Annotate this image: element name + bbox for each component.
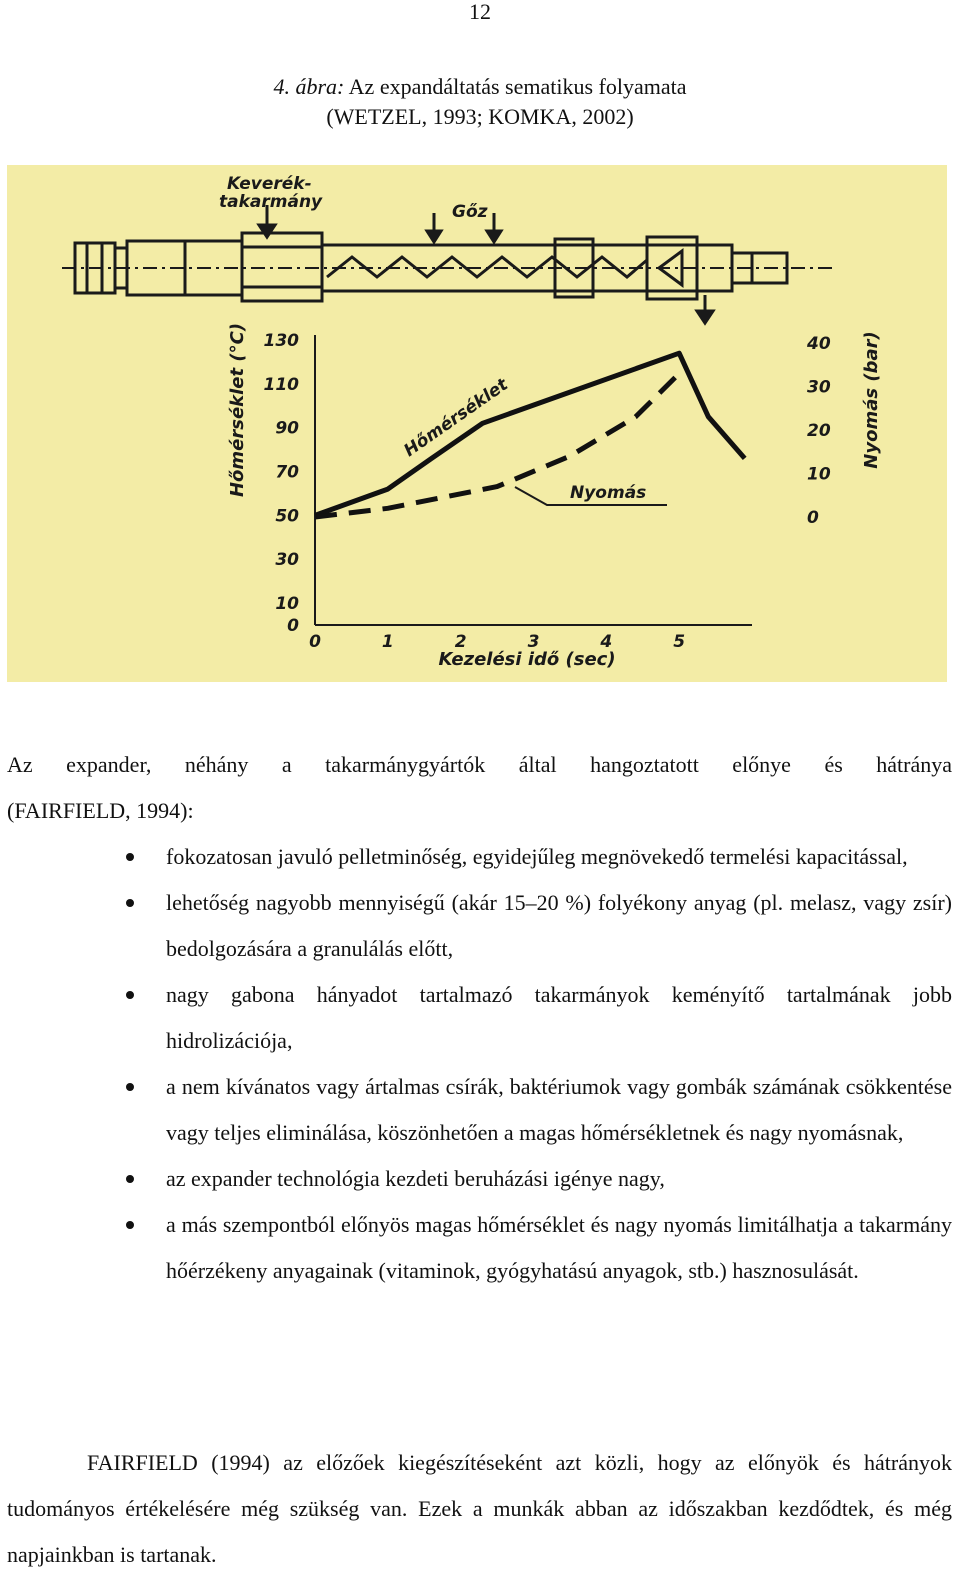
- y-tick-label: 10: [275, 594, 299, 615]
- caption-source: (WETZEL, 1993; KOMKA, 2002): [326, 104, 634, 129]
- expander-machine-schematic: [62, 233, 832, 301]
- advantages-list: [0, 834, 960, 1294]
- steam-label: Gőz: [452, 202, 488, 222]
- pressure-curve-label: Nyomás: [570, 483, 647, 503]
- y-tick-label: 70: [275, 462, 299, 483]
- bullet-icon: [126, 1083, 134, 1091]
- temperature-curve: [315, 353, 745, 515]
- bullet-icon: [126, 899, 134, 907]
- feed-label-line2: takarmány: [219, 192, 323, 212]
- y-tick-label: 90: [275, 418, 299, 439]
- treatment-chart: [227, 323, 882, 670]
- flow-arrows: [259, 205, 713, 323]
- bullet-icon: [126, 853, 134, 861]
- y2-axis-label: Nyomás (bar): [861, 331, 882, 469]
- x-tick-label: 2: [454, 632, 467, 652]
- bullet-icon: [126, 1175, 134, 1183]
- x-tick-label: 0: [309, 632, 321, 652]
- bullet-icon: [126, 1221, 134, 1229]
- caption-title: Az expandáltatás sematikus folyamata: [348, 74, 687, 99]
- x-tick-label: 3: [527, 632, 540, 652]
- y2-tick-label: 40: [807, 334, 831, 354]
- y-tick-label: 110: [263, 374, 299, 395]
- intro-line-1: Az expander, néhány a takarmánygyártók által hangoztatott előnye és hátránya: [7, 752, 952, 777]
- y-tick-label: 0: [287, 616, 299, 636]
- list-item: a más szempontból előnyös magas hőmérséklet és nagy nyomás limitálhatja a takarmány hőérzékeny anyagainak (vitaminok, gyógyhatású anyagok, stb.) hasznosulását.: [0, 1202, 960, 1294]
- caption-label: 4. ábra:: [273, 74, 345, 99]
- bullet-icon: [126, 991, 134, 999]
- y2-tick-label: 20: [807, 421, 831, 441]
- x-axis-label: Kezelési idő (sec): [438, 649, 616, 670]
- list-item: lehetőség nagyobb mennyiségű (akár 15–20 %) folyékony anyag (pl. melasz, vagy zsír) bedolgozására a granulálás előtt,: [0, 880, 960, 972]
- y-tick-label: 30: [275, 550, 299, 571]
- y2-tick-label: 30: [807, 377, 831, 398]
- y2-tick-label: 10: [807, 464, 831, 485]
- intro-line-2: (FAIRFIELD, 1994):: [7, 798, 194, 823]
- expander-figure: [7, 165, 947, 682]
- x-tick-label: 4: [600, 632, 613, 652]
- temperature-curve-label: Hőmérséklet: [400, 374, 512, 462]
- y-axis-label: Hőmérséklet (°C): [227, 322, 248, 498]
- x-tick-label: 5: [673, 632, 686, 652]
- closing-paragraph: FAIRFIELD (1994) az előzőek kiegészítéseként azt közli, hogy az előnyök és hátrányok tudományos értékelésére még szükség van. Ezek a munkák abban az időszakban kezdődtek, és még napjainkban is tartanak.: [7, 1450, 952, 1567]
- x-tick-label: 1: [381, 632, 394, 652]
- list-item: a nem kívánatos vagy ártalmas csírák, baktériumok vagy gombák számának csökkentése vagy teljes eliminálása, köszönhetően a magas hőmérsékletnek és nagy nyomásnak,: [0, 1064, 960, 1156]
- y-tick-label: 50: [275, 506, 299, 527]
- intro-paragraph: [7, 742, 952, 834]
- y2-tick-label: 0: [807, 508, 819, 528]
- list-item: az expander technológia kezdeti beruházási igénye nagy,: [0, 1156, 960, 1202]
- page-number: 12: [469, 0, 491, 24]
- figure-caption: [0, 72, 960, 132]
- expander-diagram: [7, 165, 947, 682]
- list-item: fokozatosan javuló pelletminőség, egyidejűleg megnövekedő termelési kapacitással,: [0, 834, 960, 880]
- feed-label-line1: Keverék-: [227, 174, 312, 194]
- list-item: nagy gabona hányadot tartalmazó takarmányok keményítő tartalmának jobb hidrolizációja,: [0, 972, 960, 1064]
- y-tick-label: 130: [263, 331, 299, 351]
